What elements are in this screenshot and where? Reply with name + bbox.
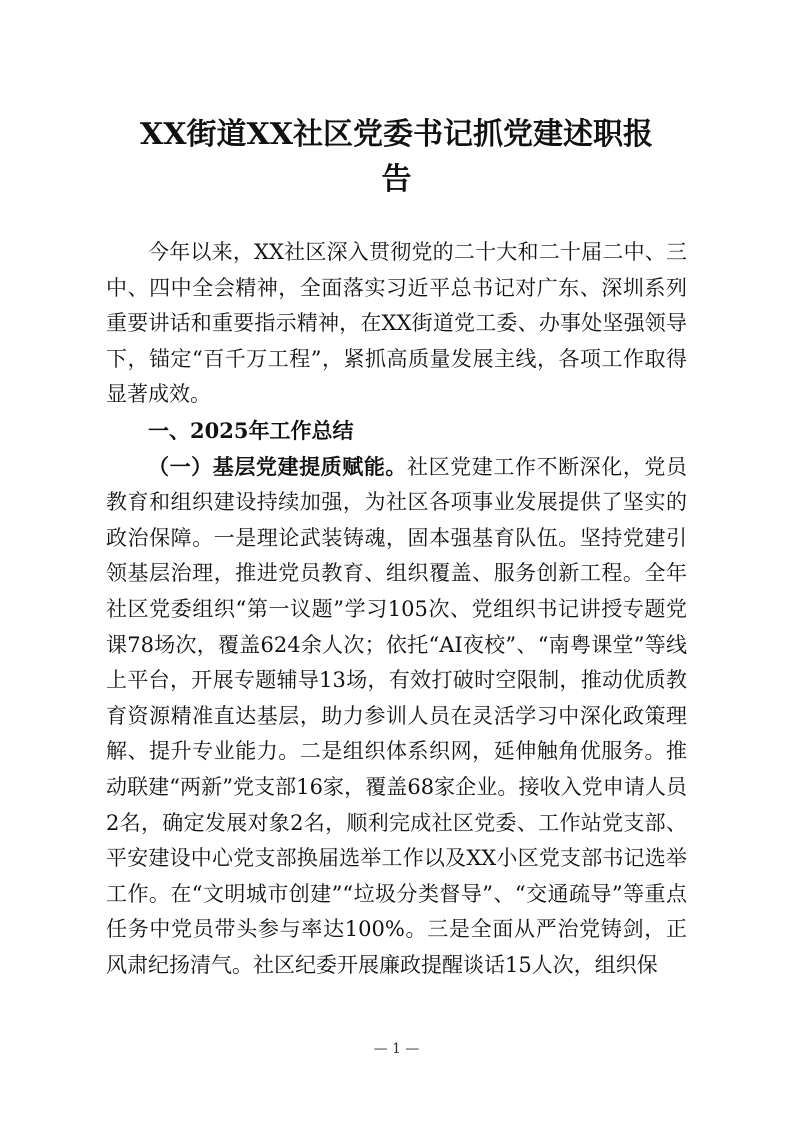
subsection-heading-1: （一）基层党建提质赋能。 xyxy=(148,453,407,479)
document-title xyxy=(110,112,683,202)
page-number: — 1 — xyxy=(373,1041,420,1057)
subsection-text-1: 社区党建工作不断深化，党员教育和组织建设持续加强，为社区各项事业发展提供了坚实的政治保障。一是理论武装铸魂，固本强基育队伍。坚持党建引领基层治理，推进党员教育、组织覆盖、服务创新工程。全年社区党委组织“第一议题”学习105次、党组织书记讲授专题党课78场次，覆盖624余人次；依托“AI夜校”、“南粤课堂”等线上平台，开展专题辅导13场，有效打破时空限制，推动优质教育资源精准直达基层，助力参训人员在灵活学习中深化政策理解、提升专业能力。二是组织体系织网，延伸触角优服务。推动联建“两新”党支部16家，覆盖68家企业。接收入党申请人员2名，确定发展对象2名，顺利完成社区党委、工作站党支部、平安建设中心党支部换届选举工作以及XX小区党支部书记选举工作。在“文明城市创建”“垃圾分类督导”、“交通疏导”等重点任务中党员带头参与率达100%。三是全面从严治党铸剑，正风肃纪扬清气。社区纪委开展廉政提醒谈话15人次，组织保 xyxy=(106,454,687,977)
title-line-2: 告 xyxy=(381,162,412,197)
intro-paragraph: 今年以来，XX社区深入贯彻党的二十大和二十届二中、三中、四中全会精神，全面落实习近平总书记对广东、深圳系列重要讲话和重要指示精神，在XX街道党工委、办事处坚强领导下，锚定“百千万工程”，紧抓高质量发展主线，各项工作取得显著成效。 xyxy=(106,240,687,407)
title-line-1: XX街道XX社区党委书记抓党建述职报 xyxy=(139,117,654,152)
subsection-paragraph-1 xyxy=(106,449,687,984)
section-heading-1: 一、2025年工作总结 xyxy=(148,417,354,443)
document-body xyxy=(106,235,687,983)
